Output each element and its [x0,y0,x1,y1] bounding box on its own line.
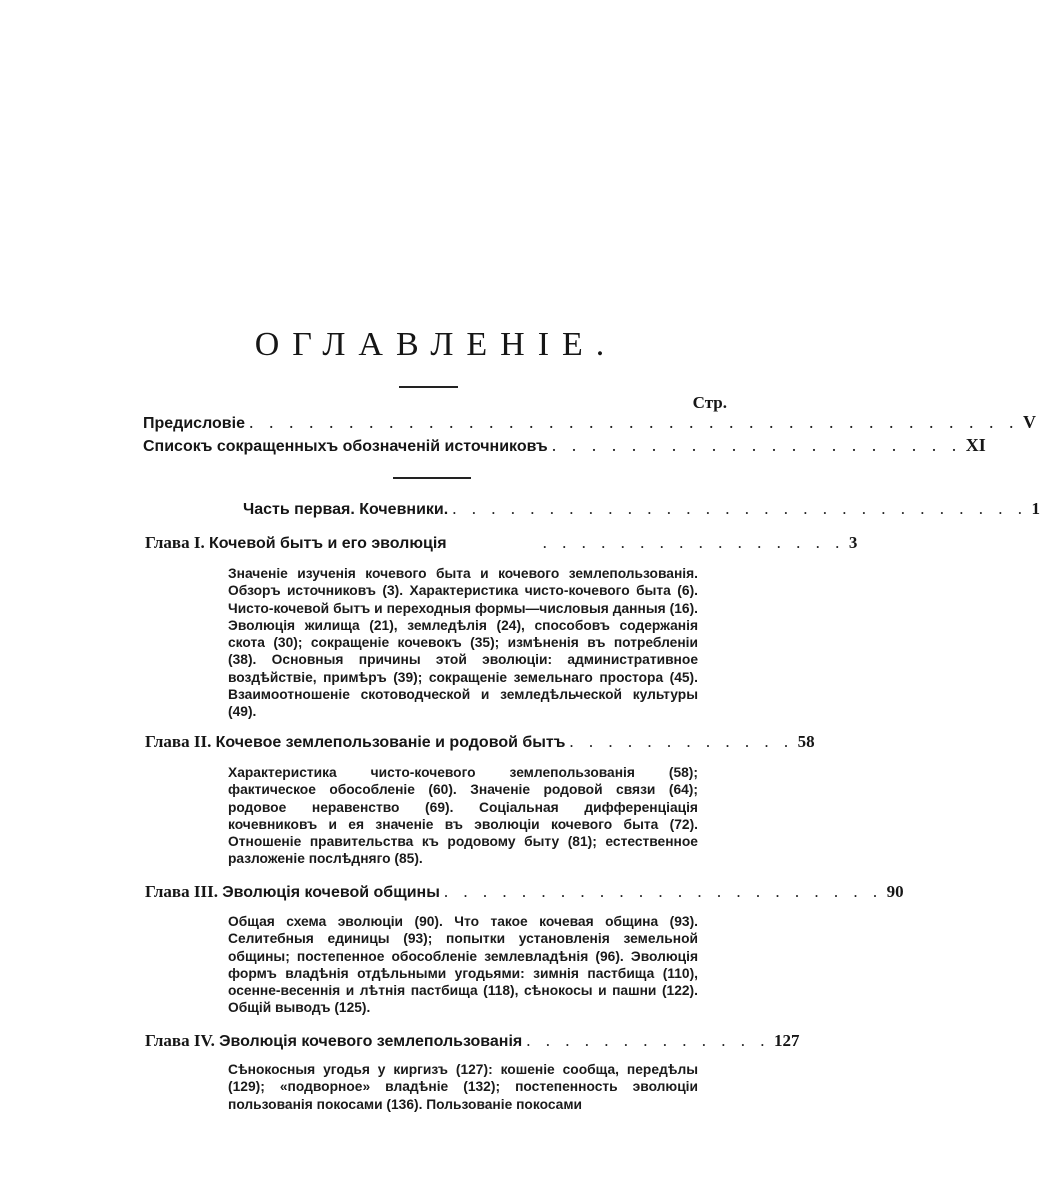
leader-dots: . . . . . . . . . . . . . . . . [542,533,845,552]
chapter-summary: Значеніе изученія кочевого быта и кочевого землепользованія. Обзоръ источниковъ (3). Характеристика чисто-кочевого быта (6). Чисто-кочевой бытъ и переходныя формы—числовыя данныя (16). Эволюція жилища (21), земледѣлія (24), способовъ содержанія скота (30); сокращеніе кочевокъ (35); измѣненія въ потребленіи (38). Основныя причины этой эволюціи: административное воздѣйствіе, примѣръ (39); сокращеніе земельнаго простора (45). Взаимоотношеніе скотоводческой и земледѣльческой культуры (49). [228,566,698,720]
toc-entry-chapter-1 [145,533,858,553]
leader-dots: . . . . . . . . . . . . . . . . . . . . . [551,435,962,455]
chapter-title: Эволюція кочевого землепользованія [219,1033,523,1050]
section-divider [393,477,471,479]
page-title: ОГЛАВЛЕНІЕ. [254,326,618,363]
chapter-title: Кочевое землепользованіе и родовой бытъ [215,734,566,751]
entry-page: 3 [848,533,858,552]
toc-entry-chapter-2 [145,732,815,752]
leader-dots: . . . . . . . . . . . . . . . . . . . . . . . . . . . . . . . . . . . . . . . [248,412,1019,432]
leader-dots: . . . . . . . . . . . . . [526,1031,770,1050]
chapter-heading [145,533,447,553]
leader-dots: . . . . . . . . . . . . [569,732,794,751]
chapter-summary: Характеристика чисто-кочевого землепользованія (58); фактическое обособленіе (60). Значеніе родовой связи (64); родовое неравенство (69). Соціальная дифференціація кочевниковъ и ея значеніе въ эволюціи кочевого быта (72). Отношеніе правительства къ родовому быту (81); естественное разложеніе послѣдняго (85). [228,765,698,867]
chapter-number: Глава IV. [145,1031,215,1050]
chapter-number: Глава I. [145,533,205,552]
chapter-summary: Сѣнокосныя угодья у киргизъ (127): кошеніе сообща, передѣлы (129); «подворное» владѣніе (132); постепенность эволюціи пользованія покосами (136). Пользованіе покосами [228,1062,698,1112]
toc-entry-chapter-4 [145,1031,800,1051]
entry-page: XI [965,435,986,455]
chapter-number: Глава III. [145,882,218,901]
part-label: Часть первая. Кочевники. [243,501,449,518]
chapter-heading [145,732,565,752]
leader-dots: . . . . . . . . . . . . . . . . . . . . . . . [443,882,883,901]
page-column-header: Стр. [692,393,727,412]
entry-label: Списокъ сокращенныхъ обозначеній источниковъ [143,438,548,455]
entry-page: 127 [773,1031,800,1050]
chapter-title: Эволюція кочевой общины [222,884,440,901]
chapter-heading [145,882,440,902]
chapter-title: Кочевой бытъ и его эволюція [208,535,447,552]
chapter-summary: Общая схема эволюціи (90). Что такое кочевая община (93). Селитебныя единицы (93); попытки установленія земельной общины; постепенное обособленіе землевладѣнія (96). Эволюція формъ владѣнія отдѣльными угодьями: зимнія пастбища (110), осенне-весеннія и лѣтнія пастбища (118), сѣнокосы и пашни (122). Общій выводъ (125). [228,914,698,1016]
chapter-number: Глава II. [145,732,212,751]
title-divider [399,386,458,388]
entry-page: 90 [886,882,904,901]
entry-page: V [1022,412,1036,432]
chapter-heading [145,1031,522,1051]
toc-entry-preface [143,412,1036,433]
toc-entry-chapter-3 [145,882,904,902]
entry-page: 1 [1031,499,1040,518]
toc-entry-abbreviations [143,435,986,456]
leader-dots: . . . . . . . . . . . . . . . . . . . . . . . . . . . . . . [452,499,1028,518]
entry-label: Предисловіе [143,415,245,432]
toc-entry-part-one [243,499,1040,519]
entry-page: 58 [797,732,815,751]
